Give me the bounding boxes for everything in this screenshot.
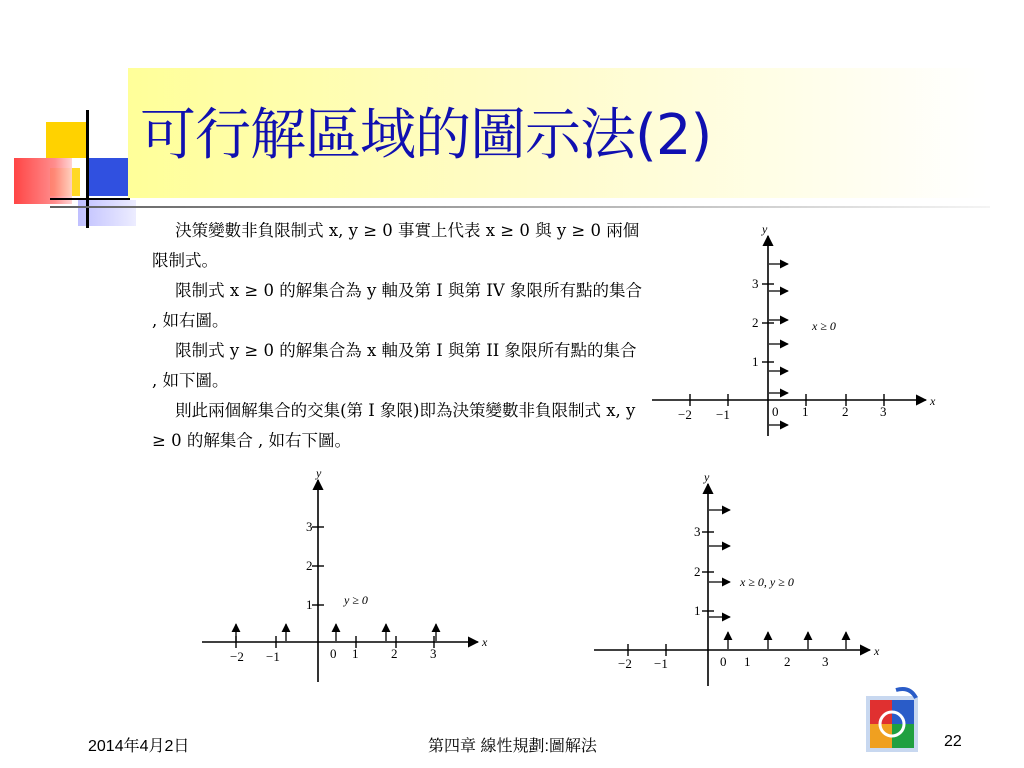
paragraph-1: 決策變數非負限制式 x, y ≥ 0 事實上代表 x ≥ 0 與 y ≥ 0 兩個限制式。	[152, 221, 640, 270]
x-tick-label: 3	[880, 404, 887, 419]
x-tick-label: 1	[744, 654, 751, 669]
y-tick-label: 2	[694, 564, 701, 579]
y-tick-label: 2	[752, 315, 759, 330]
paragraph-3: 限制式 y ≥ 0 的解集合為 x 軸及第 I 與第 II 象限所有點的集合 , 如下圖。	[152, 341, 637, 390]
y-tick-label: 1	[752, 354, 759, 369]
axis-y-label: y	[762, 222, 768, 236]
x-tick-label: 0	[772, 404, 779, 419]
x-tick-label: 2	[842, 404, 849, 419]
graph-x-nonneg	[648, 222, 948, 440]
slide-title: 可行解區域的圖示法(2)	[140, 103, 712, 168]
region-label: y ≥ 0	[344, 593, 368, 607]
x-tick-label: 1	[352, 646, 359, 661]
x-tick-label: 0	[330, 646, 337, 661]
x-tick-label: 1	[802, 404, 809, 419]
footer-chapter: 第四章 線性規劃:圖解法	[428, 738, 597, 755]
axis-y-label: y	[704, 470, 710, 484]
graph-both-nonneg	[590, 470, 890, 690]
axis-y-label: y	[316, 466, 322, 480]
graph-y-nonneg	[198, 466, 498, 686]
axis-x-label: x	[482, 635, 488, 649]
title-divider	[50, 206, 990, 208]
y-tick-label: 3	[306, 519, 313, 534]
x-tick-label: 2	[391, 646, 398, 661]
x-tick-label: 3	[822, 654, 829, 669]
x-tick-label: −1	[654, 656, 668, 671]
axis-x-label: x	[874, 644, 880, 658]
x-tick-label: −2	[678, 407, 692, 422]
region-label: x ≥ 0, y ≥ 0	[740, 575, 794, 589]
y-tick-label: 1	[694, 603, 701, 618]
axis-x-label: x	[930, 394, 936, 408]
paragraph-4: 則此兩個解集合的交集(第 I 象限)即為決策變數非負限制式 x, y ≥ 0 的解集合 , 如右下圖。	[152, 401, 636, 450]
paragraph-2: 限制式 x ≥ 0 的解集合為 y 軸及第 I 與第 IV 象限所有點的集合 , 如右圖。	[152, 281, 642, 330]
page-number: 22	[944, 733, 962, 750]
logo-icon	[866, 686, 922, 756]
slide-body	[152, 216, 644, 456]
y-tick-label: 3	[694, 524, 701, 539]
y-tick-label: 3	[752, 276, 759, 291]
y-tick-label: 1	[306, 597, 313, 612]
x-tick-label: −1	[266, 649, 280, 664]
y-tick-label: 2	[306, 558, 313, 573]
x-tick-label: 0	[720, 654, 727, 669]
x-tick-label: −1	[716, 407, 730, 422]
x-tick-label: 2	[784, 654, 791, 669]
footer-date: 2014年4月2日	[88, 738, 190, 755]
x-tick-label: −2	[618, 656, 632, 671]
corner-decoration	[0, 100, 150, 230]
x-tick-label: 3	[430, 646, 437, 661]
x-tick-label: −2	[230, 649, 244, 664]
region-label: x ≥ 0	[812, 319, 836, 333]
